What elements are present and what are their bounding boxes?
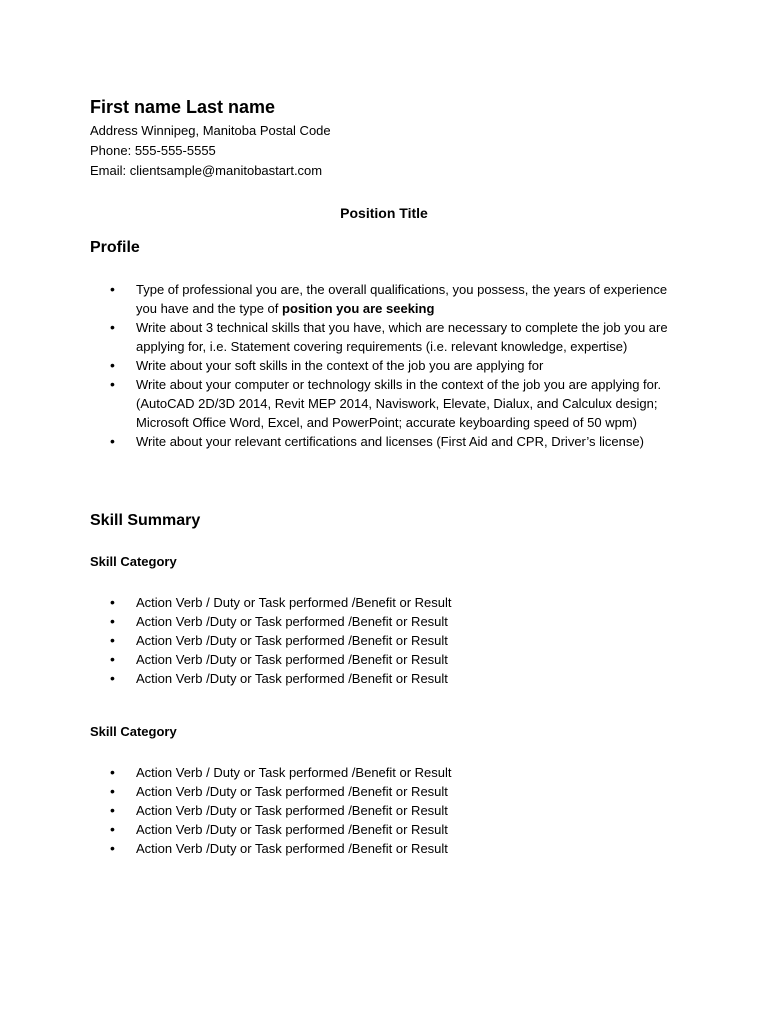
contact-block [90, 121, 331, 181]
profile-item [90, 375, 690, 432]
skill-item: • Action Verb / Duty or Task performed /Benefit or Result [90, 593, 690, 612]
profile-item-text: Write about your computer or technology skills in the context of the job you are applying for. (AutoCAD 2D/3D 2014, Revit MEP 2014, Naviswork, Elevate, Dialux, and Calculux design; Microsoft Office Word, Excel, and PowerPoint; accurate keyboarding speed of 50 wpm) [136, 377, 662, 430]
skill-summary-heading: Skill Summary [90, 512, 201, 529]
profile-item-text: Write about 3 technical skills that you have, which are necessary to complete the job you are applying for, i.e. Statement covering requirements (i.e. relevant knowledge, expertise) [136, 320, 668, 354]
profile-heading: Profile [90, 239, 140, 256]
phone-line: Phone: 555-555-5555 [90, 143, 216, 158]
address-line: Address Winnipeg, Manitoba Postal Code [90, 123, 331, 138]
skill-category-list [90, 593, 690, 688]
skill-item: • Action Verb /Duty or Task performed /Benefit or Result [90, 801, 690, 820]
profile-item [90, 318, 690, 356]
skill-category-heading: Skill Category [90, 724, 177, 739]
skill-item: • Action Verb /Duty or Task performed /Benefit or Result [90, 820, 690, 839]
profile-item-emphasis: position you are seeking [282, 301, 435, 316]
skill-item: • Action Verb /Duty or Task performed /Benefit or Result [90, 612, 690, 631]
skill-item: • Action Verb /Duty or Task performed /Benefit or Result [90, 650, 690, 669]
skill-category-list [90, 763, 690, 858]
skill-category-heading: Skill Category [90, 554, 177, 569]
profile-item-text: Write about your relevant certifications and licenses (First Aid and CPR, Driver’s license) [136, 434, 644, 449]
profile-item [90, 280, 690, 318]
profile-item-text: Write about your soft skills in the context of the job you are applying for [136, 358, 544, 373]
candidate-name: First name Last name [90, 97, 276, 117]
profile-list [90, 280, 690, 451]
skill-item: • Action Verb /Duty or Task performed /Benefit or Result [90, 669, 690, 688]
profile-item-text: Type of professional you are, the overall qualifications, you possess, the years of experience you have and the type of [136, 282, 668, 316]
profile-item [90, 356, 690, 375]
skill-item: • Action Verb / Duty or Task performed /Benefit or Result [90, 763, 690, 782]
email-line: Email: clientsample@manitobastart.com [90, 163, 323, 178]
skill-item: • Action Verb /Duty or Task performed /Benefit or Result [90, 839, 690, 858]
position-title: Position Title [340, 205, 428, 221]
skill-item: • Action Verb /Duty or Task performed /Benefit or Result [90, 782, 690, 801]
profile-item [90, 432, 690, 451]
skill-item: • Action Verb /Duty or Task performed /Benefit or Result [90, 631, 690, 650]
